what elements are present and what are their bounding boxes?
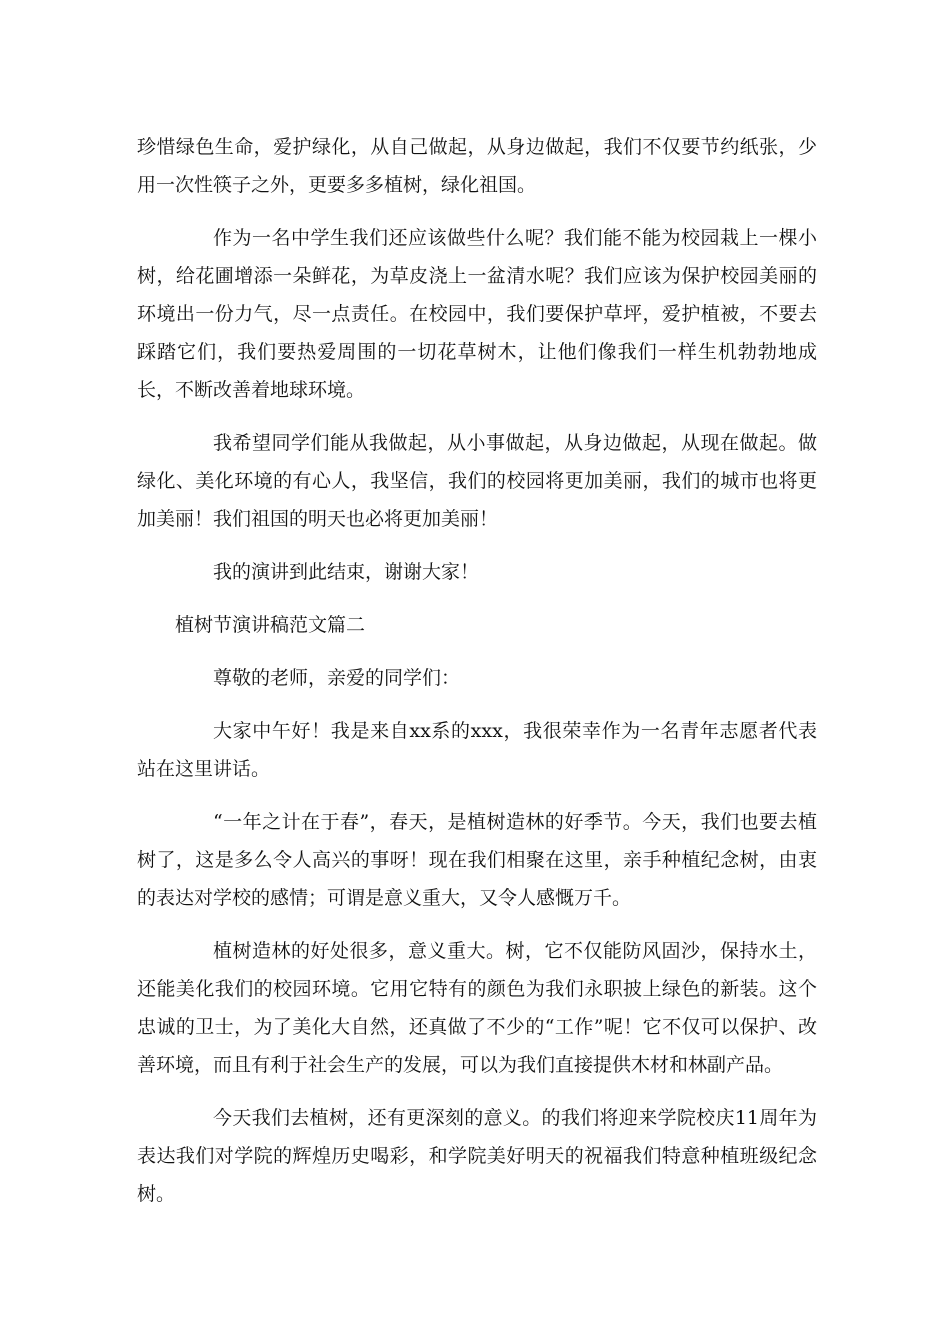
- salutation: 尊敬的老师，亲爱的同学们：: [213, 667, 461, 689]
- document-body: [137, 128, 817, 1228]
- paragraph-2: 作为一名中学生我们还应该做些什么呢？我们能不能为校园栽上一棵小树，给花圃增添一朵鲜花，为草皮浇上一盆清水呢？我们应该为保护校园美丽的环境出一份力气，尽一点责任。在校园中，我们要保护草坪，爱护植被，不要去踩踏它们，我们要热爱周围的一切花草树木，让他们像我们一样生机勃勃地成长，不断改善着地球环境。: [137, 227, 817, 401]
- paragraph-3: 我希望同学们能从我做起，从小事做起，从身边做起，从现在做起。做绿化、美化环境的有心人，我坚信，我们的校园将更加美丽，我们的城市也将更加美丽！我们祖国的明天也必将更加美丽！: [137, 432, 817, 530]
- paragraph-closing: 我的演讲到此结束，谢谢大家！: [213, 561, 480, 583]
- paragraph-benefits: 植树造林的好处很多，意义重大。树，它不仅能防风固沙，保持水土，还能美化我们的校园环境。它用它特有的颜色为我们永职披上绿色的新装。这个忠诚的卫士，为了美化大自然，还真做了不少的“工作”呢！它不仅可以保护、改善环境，而且有利于社会生产的发展，可以为我们直接提供木材和林副产品。: [137, 940, 817, 1076]
- paragraph-greeting: 大家中午好！我是来自xx系的xxx，我很荣幸作为一名青年志愿者代表站在这里讲话。: [137, 720, 817, 780]
- paragraph-1: 珍惜绿色生命，爱护绿化，从自己做起，从身边做起，我们不仅要节约纸张，少用一次性筷子之外，更要多多植树，绿化祖国。: [137, 136, 817, 196]
- section-title: 植树节演讲稿范文篇二: [175, 614, 366, 636]
- paragraph-spring: “一年之计在于春”，春天，是植树造林的好季节。今天，我们也要去植树了，这是多么令人高兴的事呀！现在我们相聚在这里，亲手种植纪念树，由衷的表达对学校的感情；可谓是意义重大，又令人感慨万千。: [137, 811, 817, 909]
- paragraph-significance: 今天我们去植树，还有更深刻的意义。的我们将迎来学院校庆11周年为表达我们对学院的辉煌历史喝彩，和学院美好明天的祝福我们特意种植班级纪念树。: [137, 1107, 817, 1205]
